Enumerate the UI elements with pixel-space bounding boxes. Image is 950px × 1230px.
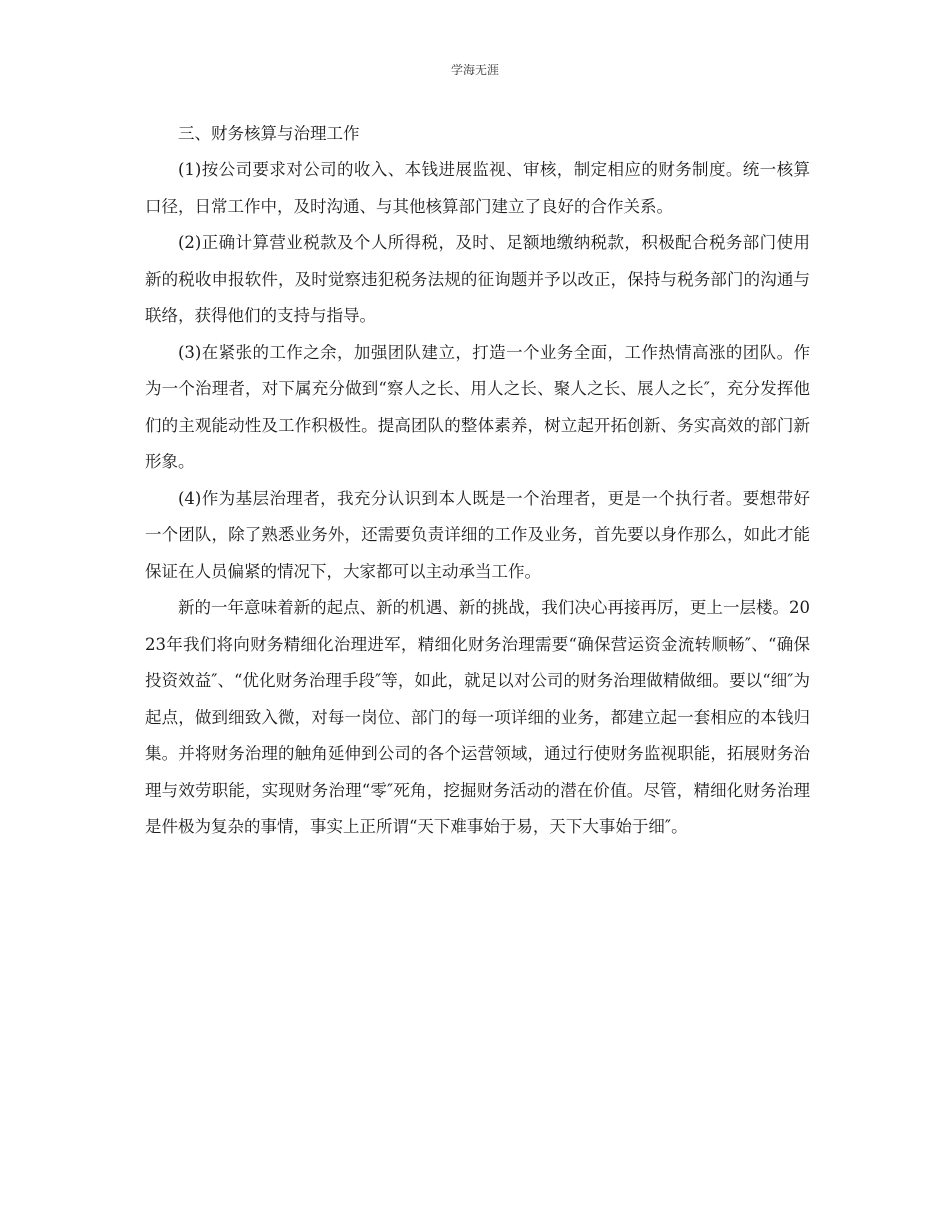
paragraph-4: (4)作为基层治理者，我充分认识到本人既是一个治理者，更是一个执行者。要想带好一个团队，除了熟悉业务外，还需要负责详细的工作及业务，首先要以身作那么，如此才能保证在人员偏紧的情况下，大家都可以主动承当工作。 <box>145 488 810 581</box>
paragraph-5: 新的一年意味着新的起点、新的机遇、新的挑战，我们决心再接再厉，更上一层楼。2023年我们将向财务精细化治理进军，精细化财务治理需要“确保营运资金流转顺畅″、“确保投资效益″、“优化财务治理手段″等，如此，就足以对公司的财务治理做精做细。要以“细″为起点，做到细致入微，对每一岗位、部门的每一项详细的业务，都建立起一套相应的本钱归集。并将财务治理的触角延伸到公司的各个运营领域，通过行使财务监视职能，拓展财务治理与效劳职能，实现财务治理“零″死角，挖掘财务活动的潜在价值。尽管，精细化财务治理是件极为复杂的事情，事实上正所谓“天下难事始于易，天下大事始于细″。 <box>145 598 810 836</box>
paragraph-2: (2)正确计算营业税款及个人所得税，及时、足额地缴纳税款，积极配合税务部门使用新的税收申报软件，及时觉察违犯税务法规的征询题并予以改正，保持与税务部门的沟通与联络，获得他们的支持与指导。 <box>145 233 810 325</box>
paragraph-1: (1)按公司要求对公司的收入、本钱进展监视、审核，制定相应的财务制度。统一核算口径，日常工作中，及时沟通、与其他核算部门建立了良好的合作关系。 <box>145 160 810 216</box>
paragraph-3: (3)在紧张的工作之余，加强团队建立，打造一个业务全面，工作热情高涨的团队。作为一个治理者，对下属充分做到“察人之长、用人之长、聚人之长、展人之长″，充分发挥他们的主观能动性及工作积极性。提高团队的整体素养，树立起开拓创新、务实高效的部门新形象。 <box>145 342 810 471</box>
document-body <box>145 116 810 846</box>
page-header: 学海无涯 <box>450 63 499 77</box>
section-title: 三、财务核算与治理工作 <box>178 124 360 143</box>
